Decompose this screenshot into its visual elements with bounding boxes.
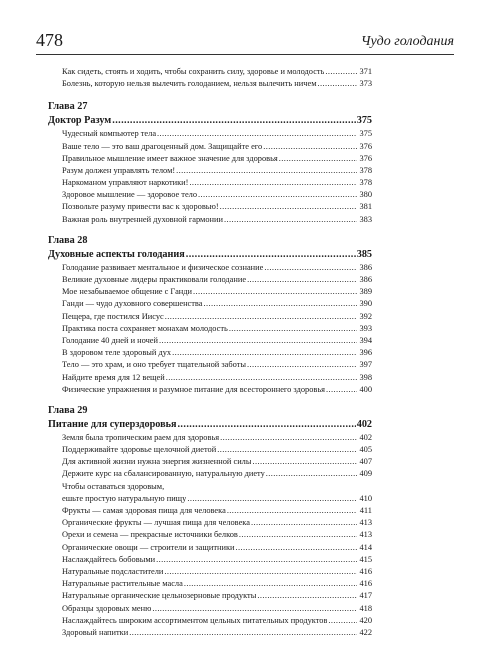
top-entries xyxy=(48,66,372,90)
entry-title: Образцы здоровых меню xyxy=(62,603,152,613)
entry-title: Здоровый напитки xyxy=(62,627,129,637)
entry-title: Для активной жизни нужна энергия жизненной силы xyxy=(62,457,252,467)
leader-dots xyxy=(112,114,355,128)
entry-title: Орехи и семена — прекрасные источники белков xyxy=(62,530,238,540)
toc-entry xyxy=(48,554,372,566)
toc-entry-split xyxy=(48,481,372,505)
leader-dots xyxy=(266,468,357,480)
chapter-label: Глава 27 xyxy=(48,101,88,113)
toc-entry xyxy=(48,517,372,529)
leader-dots xyxy=(227,505,357,517)
toc-entry xyxy=(48,384,372,396)
entry-title: Поддерживайте здоровье щелочной диетой xyxy=(62,445,217,455)
running-header xyxy=(36,30,454,55)
chapter-title: Питание для суперздоровья xyxy=(48,418,177,430)
toc-entry xyxy=(48,566,372,578)
toc-entry xyxy=(48,372,372,384)
chapter-title-entry xyxy=(48,114,372,128)
entry-page: 409 xyxy=(359,469,372,479)
toc-entry xyxy=(48,165,372,177)
entry-page: 392 xyxy=(359,311,372,321)
leader-dots xyxy=(156,554,357,566)
entry-page: 413 xyxy=(359,530,372,540)
leader-dots xyxy=(176,165,357,177)
entry-title: Ганди — чудо духовного совершенства xyxy=(62,299,203,309)
page-number: 478 xyxy=(36,30,63,50)
leader-dots xyxy=(189,177,357,189)
entry-title: Натуральные подсластители xyxy=(62,566,164,576)
entry-title: Голодание 40 дней и ночей xyxy=(62,335,159,345)
toc-entry xyxy=(48,493,372,505)
entry-page: 413 xyxy=(359,518,372,528)
chapter-page: 385 xyxy=(356,248,372,260)
leader-dots xyxy=(247,359,357,371)
entry-page: 396 xyxy=(359,348,372,358)
toc-entry xyxy=(48,627,372,639)
leader-dots xyxy=(264,262,357,274)
toc-entry xyxy=(48,335,372,347)
entry-page: 416 xyxy=(359,579,372,589)
leader-dots xyxy=(326,384,357,396)
leader-dots xyxy=(204,298,358,310)
entry-page: 411 xyxy=(359,506,372,516)
leader-dots xyxy=(187,493,357,505)
chapter-title-entry xyxy=(48,248,372,262)
entry-title: Фрукты — самая здоровая пища для человека xyxy=(62,506,226,516)
entry-title: Наслаждайтесь бобовыми xyxy=(62,554,156,564)
entry-title: Правильное мышление имеет важное значение для здоровья xyxy=(62,153,278,163)
chapter-page: 402 xyxy=(356,418,372,430)
leader-dots xyxy=(252,456,357,468)
running-title: Чудо голодания xyxy=(360,34,454,49)
entry-page: 422 xyxy=(359,627,372,637)
entry-page: 371 xyxy=(359,66,372,76)
entry-page: 400 xyxy=(359,384,372,394)
entry-page: 390 xyxy=(359,299,372,309)
leader-dots xyxy=(186,248,356,262)
leader-dots xyxy=(165,311,357,323)
toc-entry xyxy=(48,347,372,359)
leader-dots xyxy=(217,444,357,456)
entry-title: Физические упражнения и разумное питание для всестороннего здоровья xyxy=(62,384,326,394)
toc-entry xyxy=(48,214,372,226)
entry-title: Органические фрукты — лучшая пища для человека xyxy=(62,518,250,528)
entry-title: Держите курс на сбалансированную, натуральную диету xyxy=(62,469,265,479)
chapter-title: Доктор Разум xyxy=(48,115,112,127)
entry-title: Найдите время для 12 вещей xyxy=(62,372,165,382)
entry-title: Болезнь, которую нельзя вылечить голоданием, нельзя вылечить ничем xyxy=(62,79,317,89)
entry-page: 389 xyxy=(359,287,372,297)
entry-page: 394 xyxy=(359,335,372,345)
chapter-page: 375 xyxy=(356,115,372,127)
entry-page: 418 xyxy=(359,603,372,613)
entry-title: Великие духовные лидеры практиковали голодание xyxy=(62,275,247,285)
toc-entry xyxy=(48,298,372,310)
entry-title: Наслаждайтесь широким ассортиментом цельных питательных продуктов xyxy=(62,615,328,625)
entry-page: 376 xyxy=(359,153,372,163)
entry-page: 380 xyxy=(359,190,372,200)
leader-dots xyxy=(129,627,357,639)
toc-entry xyxy=(48,505,372,517)
table-of-contents xyxy=(48,66,372,639)
leader-dots xyxy=(177,418,355,432)
leader-dots xyxy=(220,201,357,213)
entry-list xyxy=(48,505,372,639)
entry-title: Земля была тропическим раем для здоровья xyxy=(62,432,220,442)
entry-title: Тело — это храм, и оно требует тщательной заботы xyxy=(62,360,247,370)
entry-title: В здоровом теле здоровый дух xyxy=(62,348,172,358)
toc-entry xyxy=(48,603,372,615)
entry-page: 398 xyxy=(359,372,372,382)
entry-title: Пещера, где постился Иисус xyxy=(62,311,164,321)
toc-entry xyxy=(48,590,372,602)
entry-page: 415 xyxy=(359,554,372,564)
leader-dots xyxy=(172,347,357,359)
toc-entry xyxy=(48,262,372,274)
leader-dots xyxy=(257,590,357,602)
toc-entry xyxy=(48,529,372,541)
entry-page: 402 xyxy=(359,432,372,442)
toc-entry xyxy=(48,202,372,214)
toc-entry xyxy=(48,128,372,140)
entry-page: 376 xyxy=(359,141,372,151)
toc-entry xyxy=(48,456,372,468)
leader-dots xyxy=(263,141,357,153)
entry-page: 378 xyxy=(359,178,372,188)
entry-page: 373 xyxy=(359,79,372,89)
leader-dots xyxy=(220,432,357,444)
entry-title: Органические овощи — строители и защитники xyxy=(62,542,235,552)
toc-entry xyxy=(48,469,372,481)
leader-dots xyxy=(224,214,357,226)
entry-title: Мое незабываемое общение с Ганди xyxy=(62,287,193,297)
entry-list xyxy=(48,128,372,226)
toc-entry xyxy=(48,153,372,165)
entry-title-line1: Чтобы оставаться здоровым, xyxy=(62,481,165,491)
toc-entry xyxy=(48,359,372,371)
toc-entry xyxy=(48,444,372,456)
entry-page: 420 xyxy=(359,615,372,625)
toc-entry xyxy=(48,323,372,335)
leader-dots xyxy=(236,542,357,554)
leader-dots xyxy=(318,78,358,90)
leader-dots xyxy=(328,615,357,627)
entry-title: Как сидеть, стоять и ходить, чтобы сохранить силу, здоровье и молодость xyxy=(62,66,325,76)
entry-list xyxy=(48,432,372,481)
toc-entry xyxy=(48,274,372,286)
entry-title: Разум должен управлять телом! xyxy=(62,165,176,175)
entry-title: Наркоманом управляют наркотики! xyxy=(62,178,189,188)
entry-page: 407 xyxy=(359,457,372,467)
chapter-title-entry xyxy=(48,418,372,432)
toc-entry xyxy=(48,615,372,627)
entry-page: 397 xyxy=(359,360,372,370)
toc-entry xyxy=(48,542,372,554)
leader-dots xyxy=(184,578,357,590)
leader-dots xyxy=(251,517,357,529)
chapter-label: Глава 28 xyxy=(48,234,88,246)
toc-entry xyxy=(48,177,372,189)
leader-dots xyxy=(166,372,357,384)
entry-title: Важная роль внутренней духовной гармонии xyxy=(62,214,223,224)
entry-title: Ваше тело — это ваш драгоценный дом. Защищайте его xyxy=(62,141,263,151)
entry-page: 414 xyxy=(359,542,372,552)
entry-page: 393 xyxy=(359,323,372,333)
toc-entry xyxy=(48,432,372,444)
chapter-29 xyxy=(48,404,372,639)
entry-page: 417 xyxy=(359,591,372,601)
toc-entry xyxy=(48,141,372,153)
entry-title: Практика поста сохраняет монахам молодость xyxy=(62,323,228,333)
leader-dots xyxy=(325,66,357,78)
leader-dots xyxy=(164,566,357,578)
leader-dots xyxy=(193,286,357,298)
entry-page: 378 xyxy=(359,165,372,175)
entry-list xyxy=(48,262,372,396)
chapter-27 xyxy=(48,100,372,226)
chapter-28 xyxy=(48,234,372,396)
entry-title: Голодание развивает ментальное и физическое сознание xyxy=(62,262,264,272)
entry-title: Чудесный компьютер тела xyxy=(62,129,157,139)
leader-dots xyxy=(157,128,357,140)
toc-entry xyxy=(48,578,372,590)
toc-entry xyxy=(48,78,372,90)
entry-page: 375 xyxy=(359,129,372,139)
leader-dots xyxy=(198,189,357,201)
chapter-label: Глава 29 xyxy=(48,404,88,416)
entry-page: 416 xyxy=(359,566,372,576)
entry-page: 410 xyxy=(359,493,372,503)
toc-entry xyxy=(48,311,372,323)
toc-entry xyxy=(48,66,372,78)
leader-dots xyxy=(239,529,357,541)
entry-page: 386 xyxy=(359,275,372,285)
entry-page: 405 xyxy=(359,445,372,455)
entry-title: Позвольте разуму привести вас к здоровью! xyxy=(62,202,219,212)
entry-page: 386 xyxy=(359,262,372,272)
leader-dots xyxy=(159,335,357,347)
entry-page: 383 xyxy=(359,214,372,224)
leader-dots xyxy=(279,153,357,165)
leader-dots xyxy=(229,323,357,335)
entry-title: ешьте простую натуральную пищу xyxy=(62,493,187,503)
entry-title: Натуральные растительные масла xyxy=(62,579,183,589)
toc-entry xyxy=(48,189,372,201)
chapter-title: Духовные аспекты голодания xyxy=(48,248,185,260)
toc-entry xyxy=(48,286,372,298)
leader-dots xyxy=(247,274,357,286)
entry-title: Натуральные органические цельнозерновые продукты xyxy=(62,591,257,601)
entry-page: 381 xyxy=(359,202,372,212)
entry-title: Здоровое мышление — здоровое тело xyxy=(62,190,198,200)
leader-dots xyxy=(152,603,357,615)
